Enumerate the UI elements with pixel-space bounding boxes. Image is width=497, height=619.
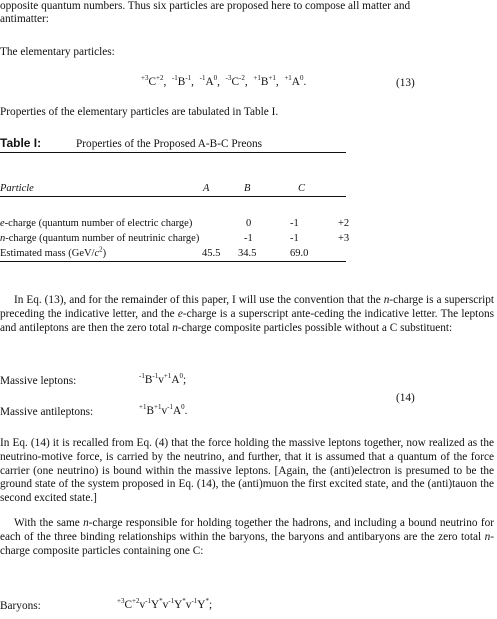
table-cell-c: +2 xyxy=(338,218,350,229)
table-row-label: n-charge (quantum number of neutrinic charge) xyxy=(0,233,200,244)
equation-13: $^{+3}C^{+2}$, $^{-1}B^{-1}$, $^{-1}A^0$, $^{-3}C^{-2}$, $^{+1}B^{+1}$, $^{+1}A^0$. xyxy=(141,74,307,88)
table-cell-a: 45.5 xyxy=(202,248,221,259)
baryons-formula: $^{+3}C^{+2}v^{-1}Y^*v^{-1}Y^*v^{-1}Y^*$; xyxy=(117,597,213,611)
table-row-label: Estimated mass $(GeV/c^2)$ xyxy=(0,245,107,259)
table-header-particle: Particle xyxy=(0,183,34,194)
table-header-rule xyxy=(0,196,346,197)
table-header-a: A xyxy=(203,183,210,194)
eq13-term: $^{+1}B^{+1}$ xyxy=(253,74,276,88)
equation-14-number: (14) xyxy=(396,392,415,404)
eq13-term: $^{-3}C^{-2}$ xyxy=(225,74,245,88)
intro-text-line-2: antimatter: xyxy=(0,13,49,25)
table-label: Table I: xyxy=(0,136,42,150)
table-cell-c: 69.0 xyxy=(290,248,309,259)
table-title: Properties of the Proposed A-B-C Preons xyxy=(76,138,263,150)
eq13-term: $^{+1}A^0$ xyxy=(284,74,304,88)
table-header-b: B xyxy=(244,183,251,194)
table-top-rule xyxy=(0,152,346,153)
antileptons-label: Massive antileptons: xyxy=(0,406,94,418)
table-cell-a: -1 xyxy=(244,233,253,244)
baryons-label: Baryons: xyxy=(0,600,41,612)
equation-13-number: (13) xyxy=(396,77,415,89)
table-row-label: e-charge (quantum number of electric charge) xyxy=(0,218,193,229)
table-header-c: C xyxy=(298,183,306,194)
eq13-term: $^{-1}B^{-1}$ xyxy=(171,74,192,88)
properties-sentence: Properties of the elementary particles are tabulated in Table I. xyxy=(0,106,279,118)
intro-text-line-1: opposite quantum numbers. Thus six particles are proposed here to compose all matter and xyxy=(0,0,411,12)
leptons-label: Massive leptons: xyxy=(0,375,77,387)
table-cell-b: -1 xyxy=(290,218,299,229)
antileptons-formula: $^{+1}B^{+1}v^{-1}A^0$. xyxy=(139,403,188,417)
elementary-particles-label: The elementary particles: xyxy=(0,46,115,58)
paragraph-neutrino-force: In Eq. (14) it is recalled from Eq. (4) that the force holding the massive leptons together, now realized as the neutrino-motive force, is carried by the neutrino, and further, that it is assumed that a quantum of the force carrier (one neutrino) is bound within the massive leptons. [Again, the (anti)electron is presumed to be the ground state of the system proposed in Eq. (14), the (anti)muon the first excited state, and the (anti)tauon the second excited state.] xyxy=(0,437,494,505)
eq13-term: $^{-1}A^0$ xyxy=(199,74,218,88)
table-cell-a: 0 xyxy=(246,218,252,229)
table-cell-b: -1 xyxy=(290,233,299,244)
paragraph-convention: In Eq. (13), and for the remainder of this paper, I will use the convention that the n-charge is a superscript preceding the indicative letter, and the e-charge is a superscript ante-ceding the indicative letter. The leptons and antileptons are then the zero total n-charge composite particles possible without a C substituent: xyxy=(0,294,495,334)
table-cell-c: +3 xyxy=(338,233,350,244)
paragraph-baryons: With the same n-charge responsible for holding together the hadrons, and including a bound neutrino for each of the three binding relationships within the baryons, the baryons and antibaryons are the zero total n-charge composite particles containing one C: xyxy=(0,517,494,557)
eq13-term: $^{+3}C^{+2}$ xyxy=(141,74,164,88)
table-cell-b: 34.5 xyxy=(238,248,257,259)
table-bottom-rule xyxy=(0,261,346,262)
leptons-formula: $^{-1}B^{-1}v^{+1}A^0$; xyxy=(139,372,187,386)
